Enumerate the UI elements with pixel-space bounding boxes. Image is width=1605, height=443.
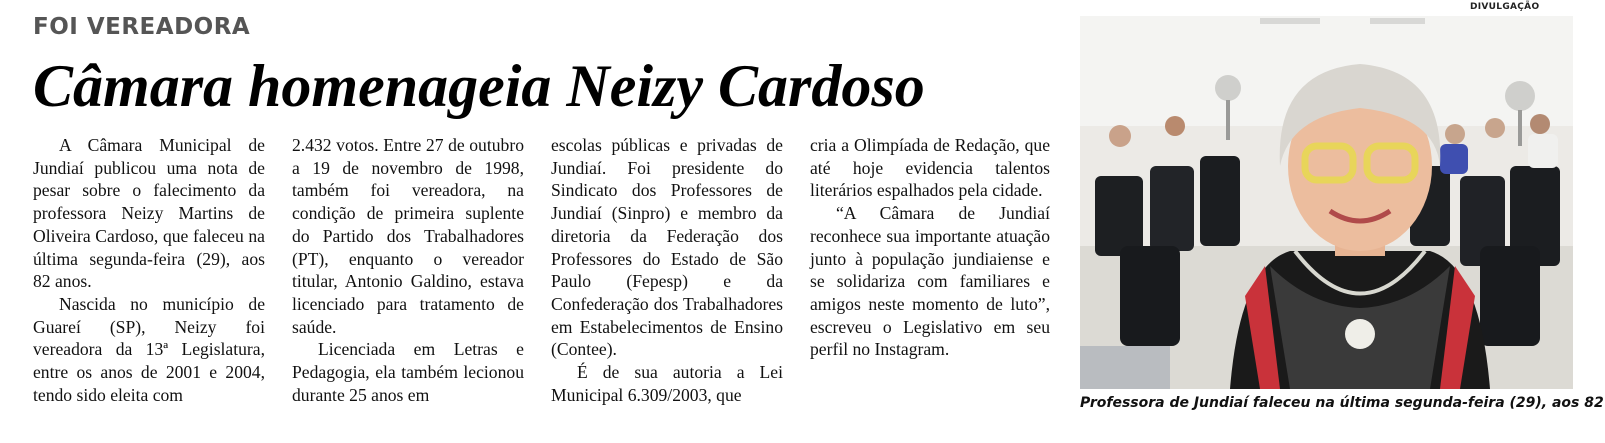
article-column-4 [810, 134, 1050, 361]
article-column-3 [551, 134, 783, 406]
photo-illustration [1080, 16, 1573, 389]
headline: Câmara homenageia Neizy Cardoso [33, 53, 925, 119]
article-paragraph: É de sua autoria a Lei Municipal 6.309/2003, que [551, 362, 783, 405]
article-paragraph: 2.432 votos. Entre 27 de outubro a 19 de novembro de 1998, também foi vereadora, na condição de primeira suplente do Partido dos Trabalhadores (PT), enquanto o vereador titular, Antonio Galdino, estava licenciado para tratamento de saúde. [292, 135, 524, 337]
article-column-2 [292, 134, 524, 406]
section-kicker: FOI VEREADORA [33, 14, 251, 40]
article-paragraph: A Câmara Municipal de Jundiaí publicou uma nota de pesar sobre o falecimento da professora Neizy Martins de Oliveira Cardoso, que faleceu na última segunda-feira (29), aos 82 anos. [33, 135, 265, 292]
article-paragraph: Licenciada em Letras e Pedagogia, ela também lecionou durante 25 anos em [292, 339, 524, 405]
article-paragraph: escolas públicas e privadas de Jundiaí. Foi presidente do Sindicato dos Professores de Jundiaí (Sinpro) e membro da diretoria da Federação dos Professores do Estado de São Paulo (Fepesp) e da Confederação dos Trabalhadores em Estabelecimentos de Ensino (Contee). [551, 135, 783, 360]
article-photo [1080, 16, 1573, 389]
photo-caption: Professora de Jundiaí faleceu na última segunda-feira (29), aos 82 [1080, 395, 1604, 411]
article-column-1 [33, 134, 265, 406]
article-paragraph: “A Câmara de Jundiaí reconhece sua importante atuação junto à população jundiaiense e se solidariza com familiares e amigos neste momento de luto”, escreveu o Legislativo em seu perfil no Instagram. [810, 203, 1050, 360]
article-paragraph: Nascida no município de Guareí (SP), Neizy foi vereadora da 13ª Legislatura, entre os anos de 2001 e 2004, tendo sido eleita com [33, 293, 265, 405]
article-paragraph: cria a Olimpíada de Redação, que até hoje evidencia talentos literários espalhados pela cidade. [810, 135, 1050, 201]
photo-credit: DIVULGAÇÃO [1470, 2, 1540, 12]
